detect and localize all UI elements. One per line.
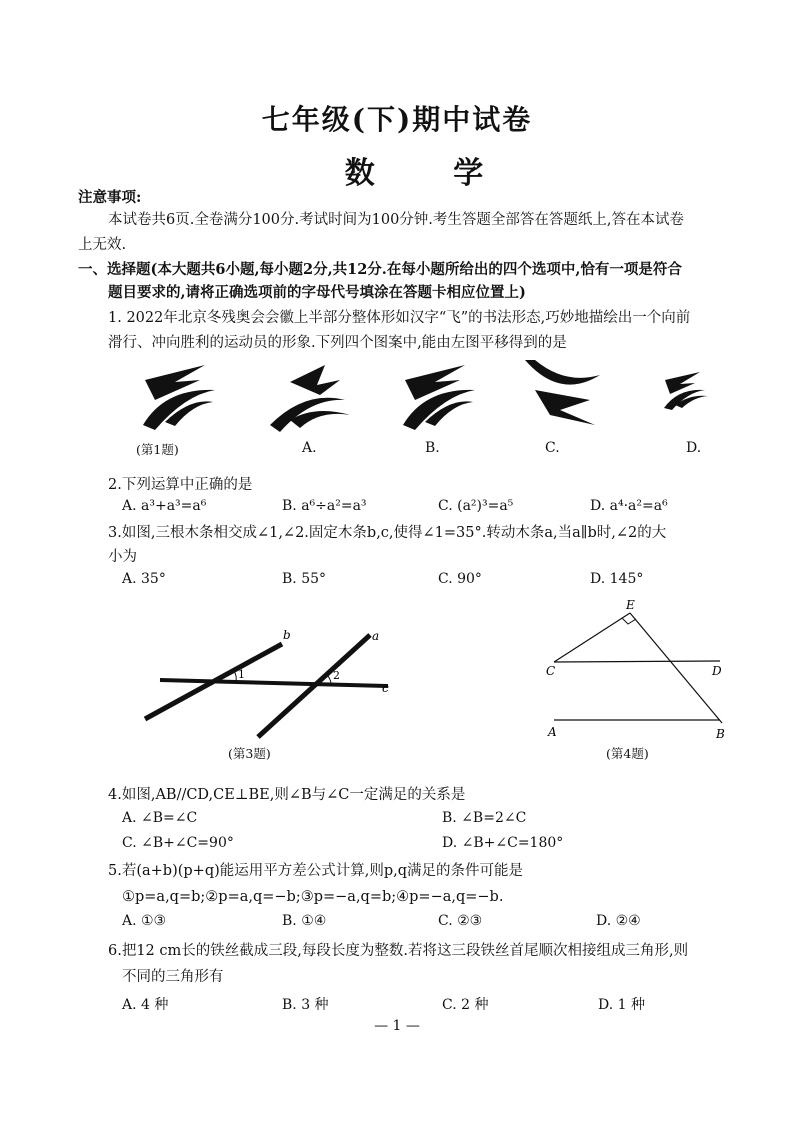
q6-stem-line-1: 6.把12 cm长的铁丝截成三段,每段长度为整数.若将这三段铁丝首尾顺次相接组成三角形,则 <box>108 943 689 959</box>
q3-option-c: C. 90° <box>438 571 482 587</box>
q3-figure <box>140 622 400 742</box>
q5-option-b: B. ①④ <box>282 913 327 929</box>
section-heading-line-1: 一、选择题(本大题共6小题,每小题2分,共12分.在每小题所给出的四个选项中,恰有一项是符合 <box>78 261 682 278</box>
page-number: — 1 — <box>374 1018 420 1034</box>
q3-label-angle-1: 1 <box>238 668 245 681</box>
q3-label-angle-2: 2 <box>333 669 340 682</box>
q1-caption-b: B. <box>425 440 440 456</box>
q4-label-c: C <box>546 664 556 678</box>
q4-option-c: C. ∠B+∠C=90° <box>122 835 234 851</box>
q4-segment-ce <box>554 613 630 662</box>
q4-label-a: A <box>548 725 557 739</box>
q4-line-cd <box>554 661 720 662</box>
q6-option-a: A. 4 种 <box>122 997 169 1013</box>
q1-stem-line-1: 1. 2022年北京冬残奥会会徽上半部分整体形如汉字“飞”的书法形态,巧妙地描绘出一个向前 <box>108 310 691 326</box>
q5-option-d: D. ②④ <box>596 913 641 929</box>
q1-stem-line-2: 滑行、冲向胜利的运动员的形象.下列四个图案中,能由左图平移得到的是 <box>108 335 567 351</box>
exam-title: 七年级(下)期中试卷 <box>261 103 533 136</box>
q2-option-a: A. a³+a³=a⁶ <box>122 498 207 514</box>
q4-segment-eb <box>630 613 722 723</box>
q1-caption-d: D. <box>686 440 702 456</box>
q3-stem-line-1: 3.如图,三根木条相交成∠1,∠2.固定木条b,c,使得∠1=35°.转动木条a,当a∥b时,∠2的大 <box>108 525 667 541</box>
q2-stem: 2.下列运算中正确的是 <box>108 477 253 493</box>
q4-figure <box>540 595 740 745</box>
q4-option-d: D. ∠B+∠C=180° <box>442 835 564 851</box>
q3-stem-line-2: 小为 <box>108 549 137 565</box>
q3-option-b: B. 55° <box>282 571 327 587</box>
q6-stem-line-2: 不同的三角形有 <box>122 969 224 985</box>
q1-emblem-original <box>143 365 215 430</box>
q5-stem: 5.若(a+b)(p+q)能运用平方差公式计算,则p,q满足的条件可能是 <box>108 863 524 879</box>
q1-caption-a: A. <box>302 440 317 456</box>
q6-option-d: D. 1 种 <box>598 997 645 1013</box>
q1-emblem-option-c <box>525 360 600 425</box>
q2-option-b: B. a⁶÷a²=a³ <box>282 498 367 514</box>
q5-conditions: ①p=a,q=b;②p=a,q=−b;③p=−a,q=b;④p=−a,q=−b. <box>122 889 504 905</box>
notice-heading: 注意事项: <box>78 189 142 206</box>
q4-caption: (第4题) <box>606 746 649 761</box>
q6-option-b: B. 3 种 <box>282 997 329 1013</box>
q4-right-angle-mark <box>622 618 636 624</box>
q4-option-a: A. ∠B=∠C <box>122 810 198 826</box>
q6-option-c: C. 2 种 <box>442 997 489 1013</box>
q3-caption: (第3题) <box>228 746 271 761</box>
q4-stem: 4.如图,AB//CD,CE⊥BE,则∠B与∠C一定满足的关系是 <box>108 787 466 803</box>
q5-option-a: A. ①③ <box>122 913 167 929</box>
q3-stick-c <box>160 680 388 686</box>
q1-caption-figure: (第1题) <box>136 442 179 457</box>
q1-caption-c: C. <box>545 440 560 456</box>
notice-line-2: 上无效. <box>78 237 127 253</box>
q4-label-e: E <box>626 598 635 612</box>
subject-title: 数 学 <box>344 156 518 191</box>
q1-emblem-option-d <box>664 372 708 410</box>
q4-option-b: B. ∠B=2∠C <box>442 810 527 826</box>
q4-label-d: D <box>712 664 722 678</box>
q1-emblem-option-b <box>403 365 475 430</box>
q2-option-c: C. (a²)³=a⁵ <box>438 498 514 514</box>
q3-option-d: D. 145° <box>590 571 644 587</box>
q3-option-a: A. 35° <box>122 571 166 587</box>
notice-line-1: 本试卷共6页.全卷满分100分.考试时间为100分钟.考生答题全部答在答题纸上,答在本试卷 <box>108 212 685 228</box>
q4-label-b: B <box>716 727 725 741</box>
q3-label-a: a <box>372 629 380 643</box>
q5-option-c: C. ②③ <box>438 913 483 929</box>
section-heading-line-2: 题目要求的,请将正确选项前的字母代号填涂在答题卡相应位置上) <box>108 284 526 301</box>
q3-label-c: c <box>382 681 389 695</box>
q1-figures <box>120 355 720 435</box>
q1-emblem-option-a <box>270 365 350 432</box>
q3-label-b: b <box>283 628 291 642</box>
q2-option-d: D. a⁴·a²=a⁶ <box>590 498 668 514</box>
